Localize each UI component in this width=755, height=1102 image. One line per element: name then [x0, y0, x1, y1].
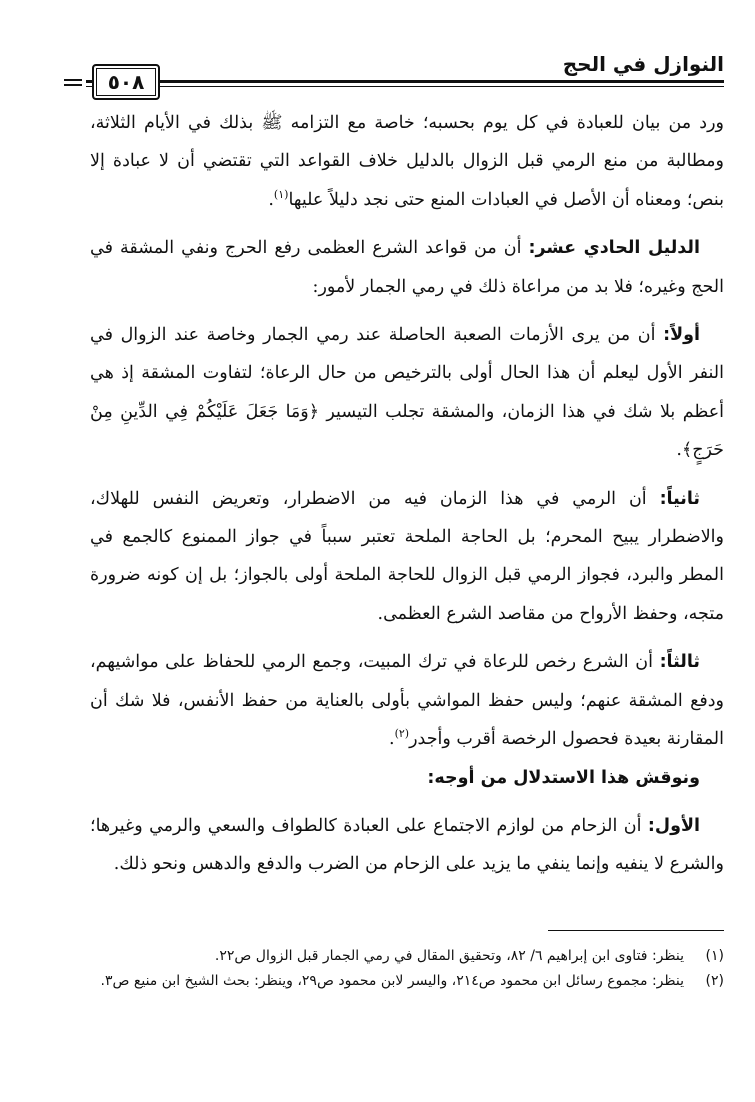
paragraph-7: [90, 807, 724, 884]
footnote-ref: (١): [273, 187, 289, 201]
page-header: [86, 52, 724, 96]
footnotes: [90, 944, 724, 994]
paragraph-2: [90, 229, 724, 306]
paragraph-text: أن الزحام من لوازم الاجتماع على العبادة كالطواف والسعي والرمي وغيرها؛ والشرع لا ينفيه وإنما ينفي ما يزيد على الزحام من الضرب والدفع والدهس ونحو ذلك.: [90, 815, 724, 875]
quran-quote: ﴿وَمَا جَعَلَ عَلَيْكُمْ فِي الدِّينِ مِنْ حَرَجٍ﴾: [90, 401, 724, 461]
text-line: عليها: [288, 189, 324, 210]
paragraph-lead: الأول:: [647, 815, 700, 836]
text-fragment: .: [389, 729, 395, 750]
header-rule: [86, 80, 724, 83]
ornament-dash: [64, 84, 82, 86]
footnote-separator: [548, 930, 724, 931]
paragraph-1: [90, 104, 724, 219]
paragraph-5: [90, 643, 724, 758]
footnote-item: [90, 969, 724, 994]
text-fragment: .: [676, 440, 682, 461]
paragraph-text: أن من قواعد الشرع العظمى رفع الحرج ونفي المشقة في الحج وغيره؛ فلا بد من مراعاة ذلك في رمي الجمار لأمور:: [90, 238, 724, 297]
main-text: [90, 104, 724, 884]
text-fragment: .: [268, 189, 274, 210]
paragraph-4: [90, 480, 724, 634]
text-line: أن لا عبادة إلا بنص؛ ومعناه أن الأصل في العبادات المنع حتى نجد دليلاً: [90, 151, 724, 210]
section-heading: ونوقش هذا الاستدلال من أوجه:: [427, 767, 700, 788]
paragraph-text: أن الشرع رخص للرعاة في ترك المبيت، وجمع الرمي للحفاظ على مواشيهم، ودفع المشقة عنهم؛ وليس حفظ المواشي بأولى بالعناية من حفظ الأنفس، فلا شك أن المقارنة بعيدة فحصول الرخصة أقرب وأجدر: [90, 652, 724, 750]
footnote-text: ينظر: فتاوى ابن إبراهيم ٦/ ٨٢، وتحقيق المقال في رمي الجمار قبل الزوال ص٢٢.: [214, 948, 684, 964]
paragraph-text: أن من يرى الأزمات الصعبة الحاصلة عند رمي الجمار وخاصة عند الزوال في النفر الأول ليعلم أن هذا الحال أولى بالترخيص من حال الرعاة؛ لتفاوت المشقة إذ هي أعظم بلا شك في هذا الزمان، والمشقة تجلب التيسير: [90, 325, 724, 422]
footnote-ref: (٢): [394, 727, 410, 741]
text-line: ورد من بيان للعبادة في كل يوم بحسبه؛ خاصة مع التزامه ﷺ بذلك في الأيام: [143, 113, 724, 133]
paragraph-lead: الدليل الحادي عشر:: [528, 238, 700, 259]
paragraph-lead: ثالثاً:: [659, 652, 700, 673]
footnote-item: [90, 944, 724, 969]
page-number: ٥٠٨: [92, 64, 160, 100]
paragraph-text: أن الرمي في هذا الزمان فيه من الاضطرار، وتعريض النفس للهلاك، والاضطرار يبيح المحرم؛ بل الحاجة الملحة تعتبر سبباً في جواز الممنوع كالجمع في المطر والبرد، فجواز الرمي قبل الزوال للحاجة الملحة أولى بالجواز؛ بل إن كونه ضرورة متجه، وحفظ الأرواح من مقاصد الشرع العظمى.: [90, 488, 724, 624]
paragraph-6: [90, 759, 724, 797]
footnote-number: (٢): [705, 973, 724, 989]
footnote-text: ينظر: مجموع رسائل ابن محمود ص٢١٤، واليسر لابن محمود ص٢٩، وينظر: بحث الشيخ ابن منيع ص٣.: [100, 973, 684, 989]
header-rule-thin: [86, 86, 724, 87]
footnote-number: (١): [705, 948, 724, 964]
text-line: الثلاثة، ومطالبة من منع الرمي قبل الزوال بالدليل خلاف القواعد التي تقتضي: [90, 113, 724, 172]
paragraph-lead: أولاً:: [663, 325, 700, 346]
paragraph-lead: ثانياً:: [659, 488, 700, 509]
ornament-dash: [64, 79, 82, 81]
running-title: النوازل في الحج: [562, 52, 724, 76]
paragraph-3: [90, 316, 724, 470]
